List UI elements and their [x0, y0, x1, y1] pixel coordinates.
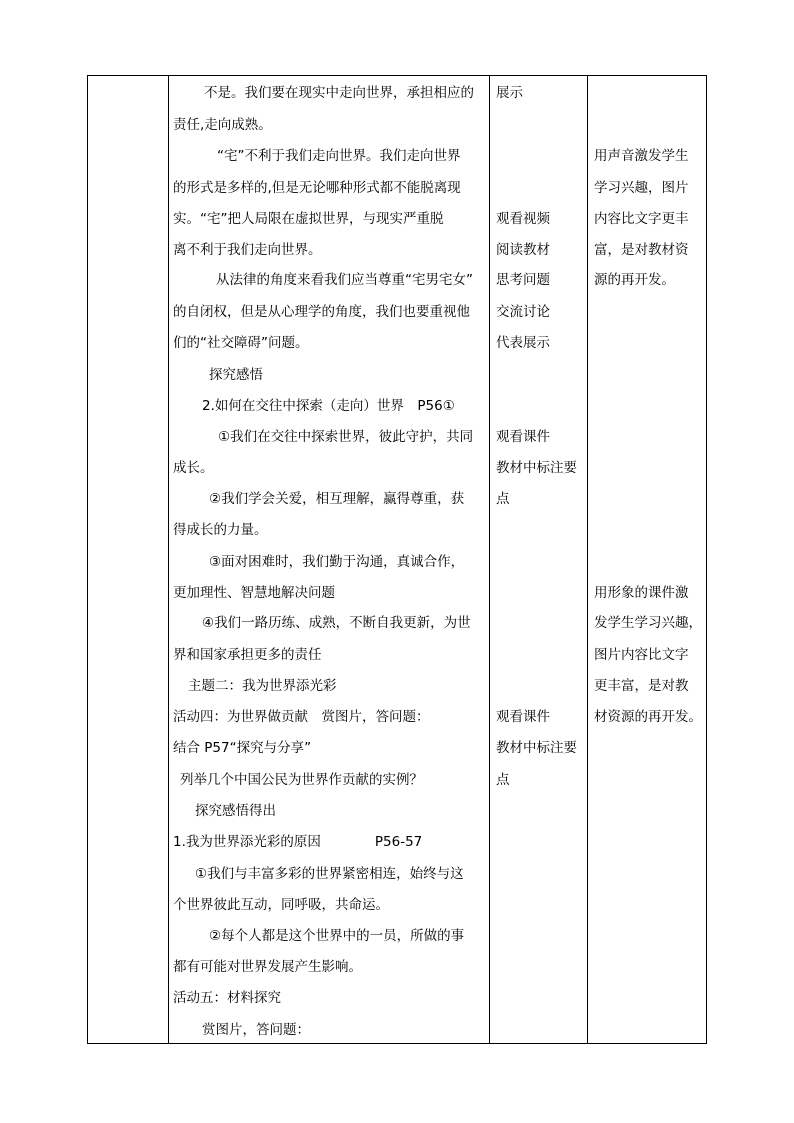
intent-line: 发学生学习兴趣， [594, 615, 702, 631]
student-line: 点 [496, 772, 510, 788]
content-line: 界和国家承担更多的责任 [173, 647, 322, 663]
content-line: 活动四：为世界做贡献 赏图片，答问题： [173, 709, 430, 725]
intent-line: 内容比文字更丰 [594, 211, 689, 227]
student-line: 展示 [496, 85, 523, 101]
content-line: ②我们学会关爱，相互理解，赢得尊重，获 [209, 491, 465, 507]
student-activity-cell [496, 76, 586, 1043]
content-line: “宅”不利于我们走向世界。我们走向世界 [217, 148, 461, 164]
content-line: 的形式是多样的,但是无论哪种形式都不能脱离现 [173, 180, 461, 196]
content-line: 主题二：我为世界添光彩 [188, 678, 337, 694]
content-line: 赏图片，答问题： [202, 1022, 310, 1038]
content-line: 从法律的角度来看我们应当尊重“宅男宅女” [216, 272, 473, 288]
intent-line: 用形象的课件激 [594, 585, 689, 601]
student-line: 代表展示 [496, 335, 550, 351]
student-line: 观看课件 [496, 429, 550, 445]
intent-line: 学习兴趣，图片 [594, 180, 689, 196]
content-line: 探究感悟得出 [195, 803, 276, 819]
content-line: 都有可能对世界发展产生影响。 [173, 959, 362, 975]
left-empty-cell [88, 76, 168, 1043]
lesson-plan-table [87, 75, 707, 1044]
content-line: 们的“社交障碍”问题。 [173, 335, 309, 351]
content-line: 探究感悟 [209, 367, 263, 383]
student-line: 阅读教材 [496, 242, 550, 258]
content-line: 的自闭权，但是从心理学的角度，我们也要重视他 [173, 304, 470, 320]
column-divider [587, 76, 588, 1043]
student-line: 交流讨论 [496, 304, 550, 320]
content-line: 1.我为世界添光彩的原因 P56-57 [173, 834, 423, 850]
column-divider [489, 76, 490, 1043]
column-divider [168, 76, 169, 1043]
student-line: 观看视频 [496, 211, 550, 227]
intent-line: 图片内容比文字 [594, 647, 689, 663]
content-line: ④我们一路历练、成熟，不断自我更新，为世 [202, 615, 471, 631]
content-line: 实。“宅”把人局限在虚拟世界，与现实严重脱 [173, 211, 444, 227]
intent-line: 富，是对教材资 [594, 242, 689, 258]
content-line: 2.如何在交往中探索（走向）世界 P56① [202, 398, 455, 414]
content-line: ①我们在交往中探索世界，彼此守护，共同 [218, 429, 474, 445]
design-intent-cell [594, 76, 706, 1043]
intent-line: 材资源的再开发。 [594, 709, 702, 725]
student-line: 观看课件 [496, 709, 550, 725]
intent-line: 更丰富，是对教 [594, 678, 689, 694]
content-line: 更加理性、智慧地解决问题 [173, 585, 335, 601]
content-line: 成长。 [173, 460, 214, 476]
content-line: ②每个人都是这个世界中的一员，所做的事 [209, 928, 465, 944]
content-line: 列举几个中国公民为世界作贡献的实例？ [180, 772, 423, 788]
intent-line: 用声音激发学生 [594, 148, 689, 164]
content-line: 个世界彼此互动，同呼吸，共命运。 [173, 897, 389, 913]
student-line: 教材中标注要 [496, 460, 577, 476]
student-line: 教材中标注要 [496, 740, 577, 756]
content-line: 得成长的力量。 [173, 522, 268, 538]
content-line: ③面对困难时，我们勤于沟通，真诚合作， [209, 554, 465, 570]
student-line: 思考问题 [496, 272, 550, 288]
content-line: 离不利于我们走向世界。 [173, 242, 322, 258]
content-line: 活动五：材料探究 [173, 990, 281, 1006]
content-line: ①我们与丰富多彩的世界紧密相连，始终与这 [195, 866, 464, 882]
teaching-content-cell [173, 76, 487, 1043]
student-line: 点 [496, 491, 510, 507]
content-line: 责任,走向成熟。 [173, 117, 272, 133]
content-line: 结合 P57“探究与分享” [173, 740, 312, 756]
content-line: 不是。我们要在现实中走向世界，承担相应的 [204, 85, 474, 101]
intent-line: 源的再开发。 [594, 272, 675, 288]
